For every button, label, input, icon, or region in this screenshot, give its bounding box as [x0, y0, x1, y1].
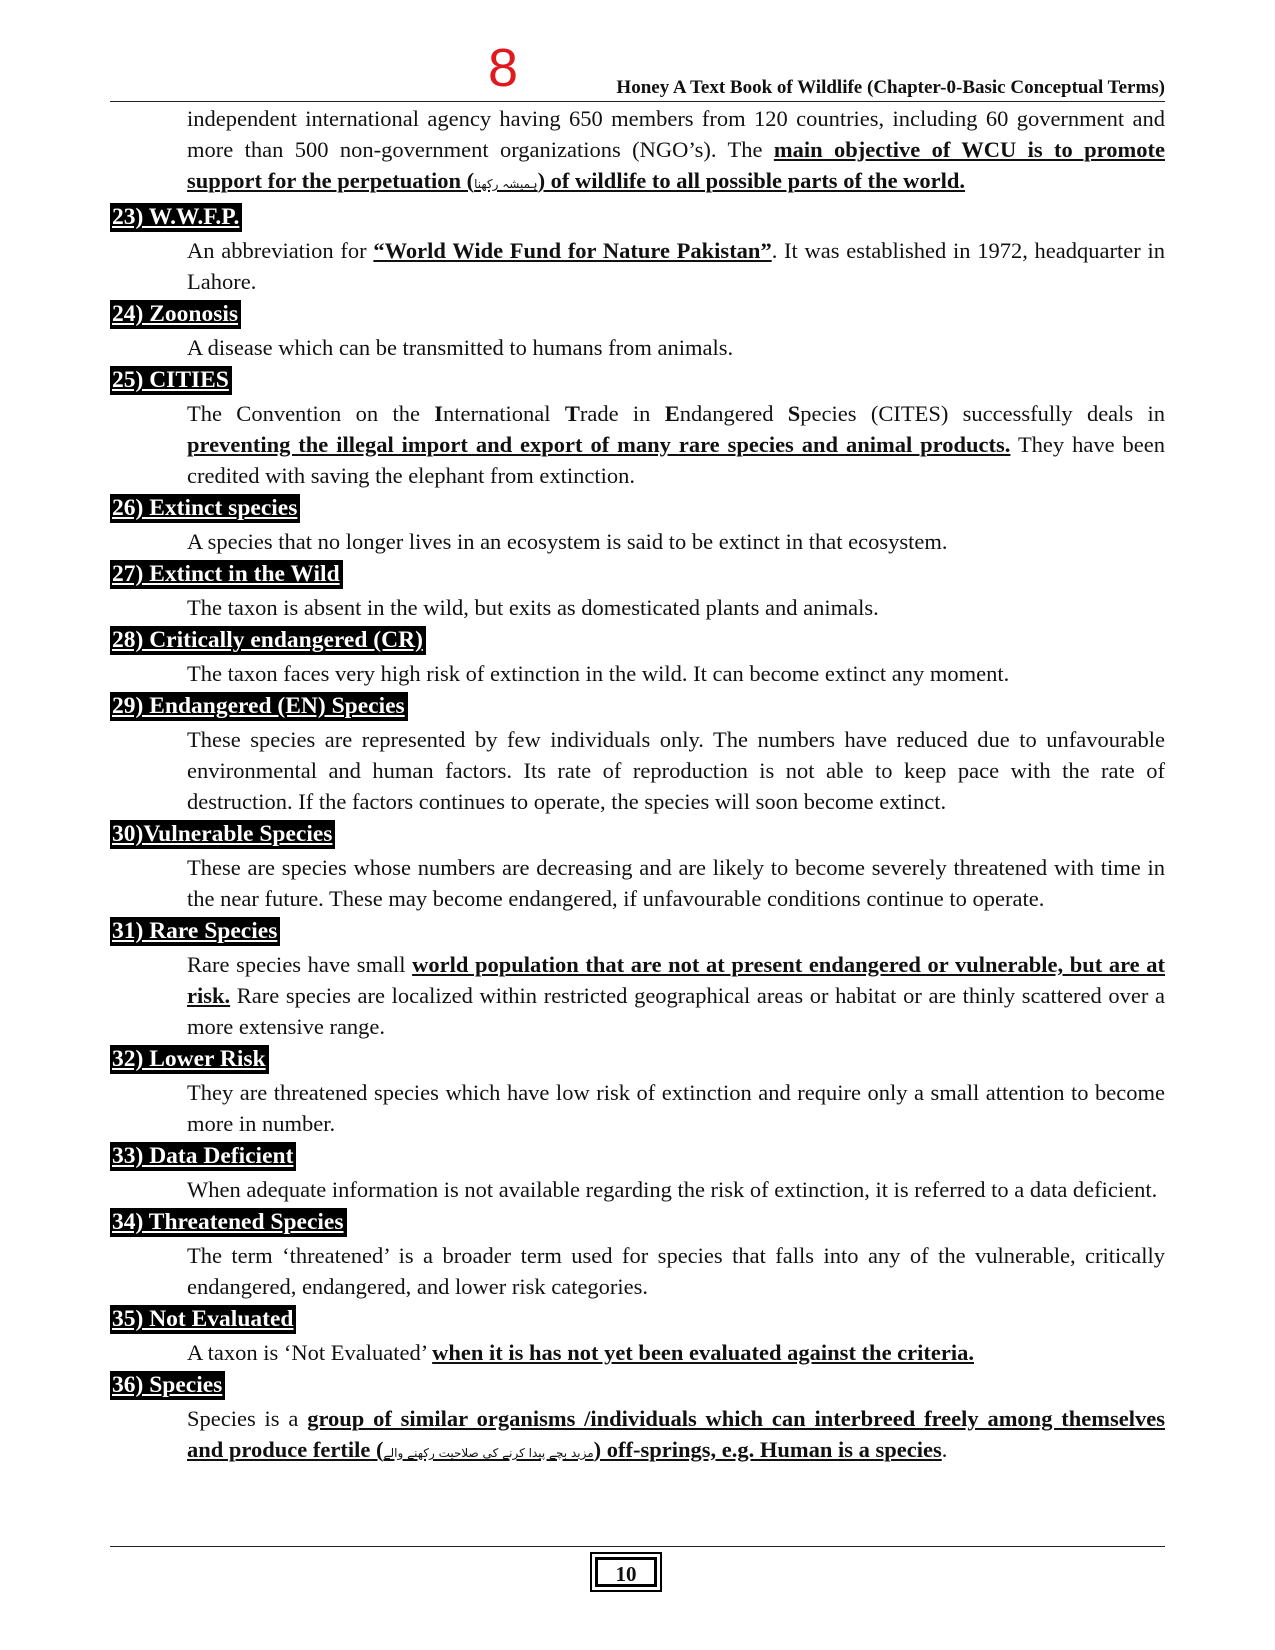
- term-definition-28: The taxon faces very high risk of extinction in the wild. It can become extinct any moment.: [187, 661, 1010, 686]
- intro-text: independent international agency having 650 members from 120 countries, including 60 government and more than 500 non-government organizations (NGO’s). The: [187, 106, 1165, 162]
- term-heading-28: 28) Critically endangered (CR): [110, 626, 1165, 657]
- term-definition-23: An abbreviation for “World Wide Fund for Nature Pakistan”. It was established in 1972, headquarter in Lahore.: [187, 238, 1165, 294]
- term-heading-36: 36) Species: [110, 1371, 1165, 1402]
- page-header: [110, 40, 1165, 102]
- term-definition-34: The term ‘threatened’ is a broader term used for species that falls into any of the vulnerable, critically endangered, endangered, and lower risk categories.: [187, 1243, 1165, 1299]
- term-heading-25: 25) CITIES: [110, 366, 1165, 397]
- term-heading-34: 34) Threatened Species: [110, 1208, 1165, 1239]
- term-definition-30: These are species whose numbers are decreasing and are likely to become severely threatened with time in the near future. These may become endangered, if unfavourable conditions continue to operate.: [187, 855, 1165, 911]
- footer-divider: [110, 1546, 1165, 1547]
- page-number: 10: [595, 1557, 657, 1587]
- page-content: [110, 103, 1165, 1469]
- term-definition-32: They are threatened species which have low risk of extinction and require only a small attention to become more in number.: [187, 1080, 1165, 1136]
- term-heading-23: 23) W.W.F.P.: [110, 203, 1165, 234]
- term-heading-32: 32) Lower Risk: [110, 1045, 1165, 1076]
- intro-emphasis: main objective of WCU is to promote support for the perpetuation (ہمیشہ رکھنا) of wildlife to all possible parts of the world.: [187, 137, 1165, 193]
- term-heading-29: 29) Endangered (EN) Species: [110, 692, 1165, 723]
- page-number-box: [590, 1552, 662, 1592]
- term-definition-33: When adequate information is not available regarding the risk of extinction, it is referred to a data deficient.: [187, 1177, 1158, 1202]
- intro-paragraph: [187, 103, 1165, 200]
- term-heading-30: 30)Vulnerable Species: [110, 820, 1165, 851]
- urdu-gloss: ہمیشہ رکھنا: [474, 177, 538, 191]
- term-definition-36: Species is a group of similar organisms /individuals which can interbreed freely among themselves and produce fertile (مزید بچے پیدا کرنے کی صلاحیت رکھنے والے) off-springs, e.g. Human is a species.: [187, 1406, 1165, 1462]
- book-title: Honey A Text Book of Wildlife (Chapter-0-Basic Conceptual Terms): [616, 77, 1165, 98]
- term-heading-27: 27) Extinct in the Wild: [110, 560, 1165, 591]
- header-divider: [110, 101, 1165, 102]
- term-heading-31: 31) Rare Species: [110, 917, 1165, 948]
- term-heading-26: 26) Extinct species: [110, 494, 1165, 525]
- term-heading-33: 33) Data Deficient: [110, 1142, 1165, 1173]
- urdu-gloss: مزید بچے پیدا کرنے کی صلاحیت رکھنے والے: [383, 1446, 594, 1460]
- term-heading-24: 24) Zoonosis: [110, 300, 1165, 331]
- term-definition-29: These species are represented by few individuals only. The numbers have reduced due to unfavourable environmental and human factors. Its rate of reproduction is not able to keep pace with the rate of destruction. If the factors continues to operate, the species will soon become extinct.: [187, 727, 1165, 814]
- term-definition-25: The Convention on the International Trade in Endangered Species (CITES) successfully deals in preventing the illegal import and export of many rare species and animal products. They have been credited with saving the elephant from extinction.: [187, 401, 1166, 488]
- chapter-number: 8: [488, 38, 519, 98]
- term-definition-27: The taxon is absent in the wild, but exits as domesticated plants and animals.: [187, 595, 879, 620]
- term-definition-26: A species that no longer lives in an ecosystem is said to be extinct in that ecosystem.: [187, 529, 948, 554]
- term-definition-24: A disease which can be transmitted to humans from animals.: [187, 335, 734, 360]
- term-definition-31: Rare species have small world population that are not at present endangered or vulnerable, but are at risk. Rare species are localized within restricted geographical areas or habitat or are thinly scattered over a more extensive range.: [187, 952, 1165, 1039]
- term-definition-35: A taxon is ‘Not Evaluated’ when it is has not yet been evaluated against the criteria.: [187, 1340, 974, 1365]
- term-heading-35: 35) Not Evaluated: [110, 1305, 1165, 1336]
